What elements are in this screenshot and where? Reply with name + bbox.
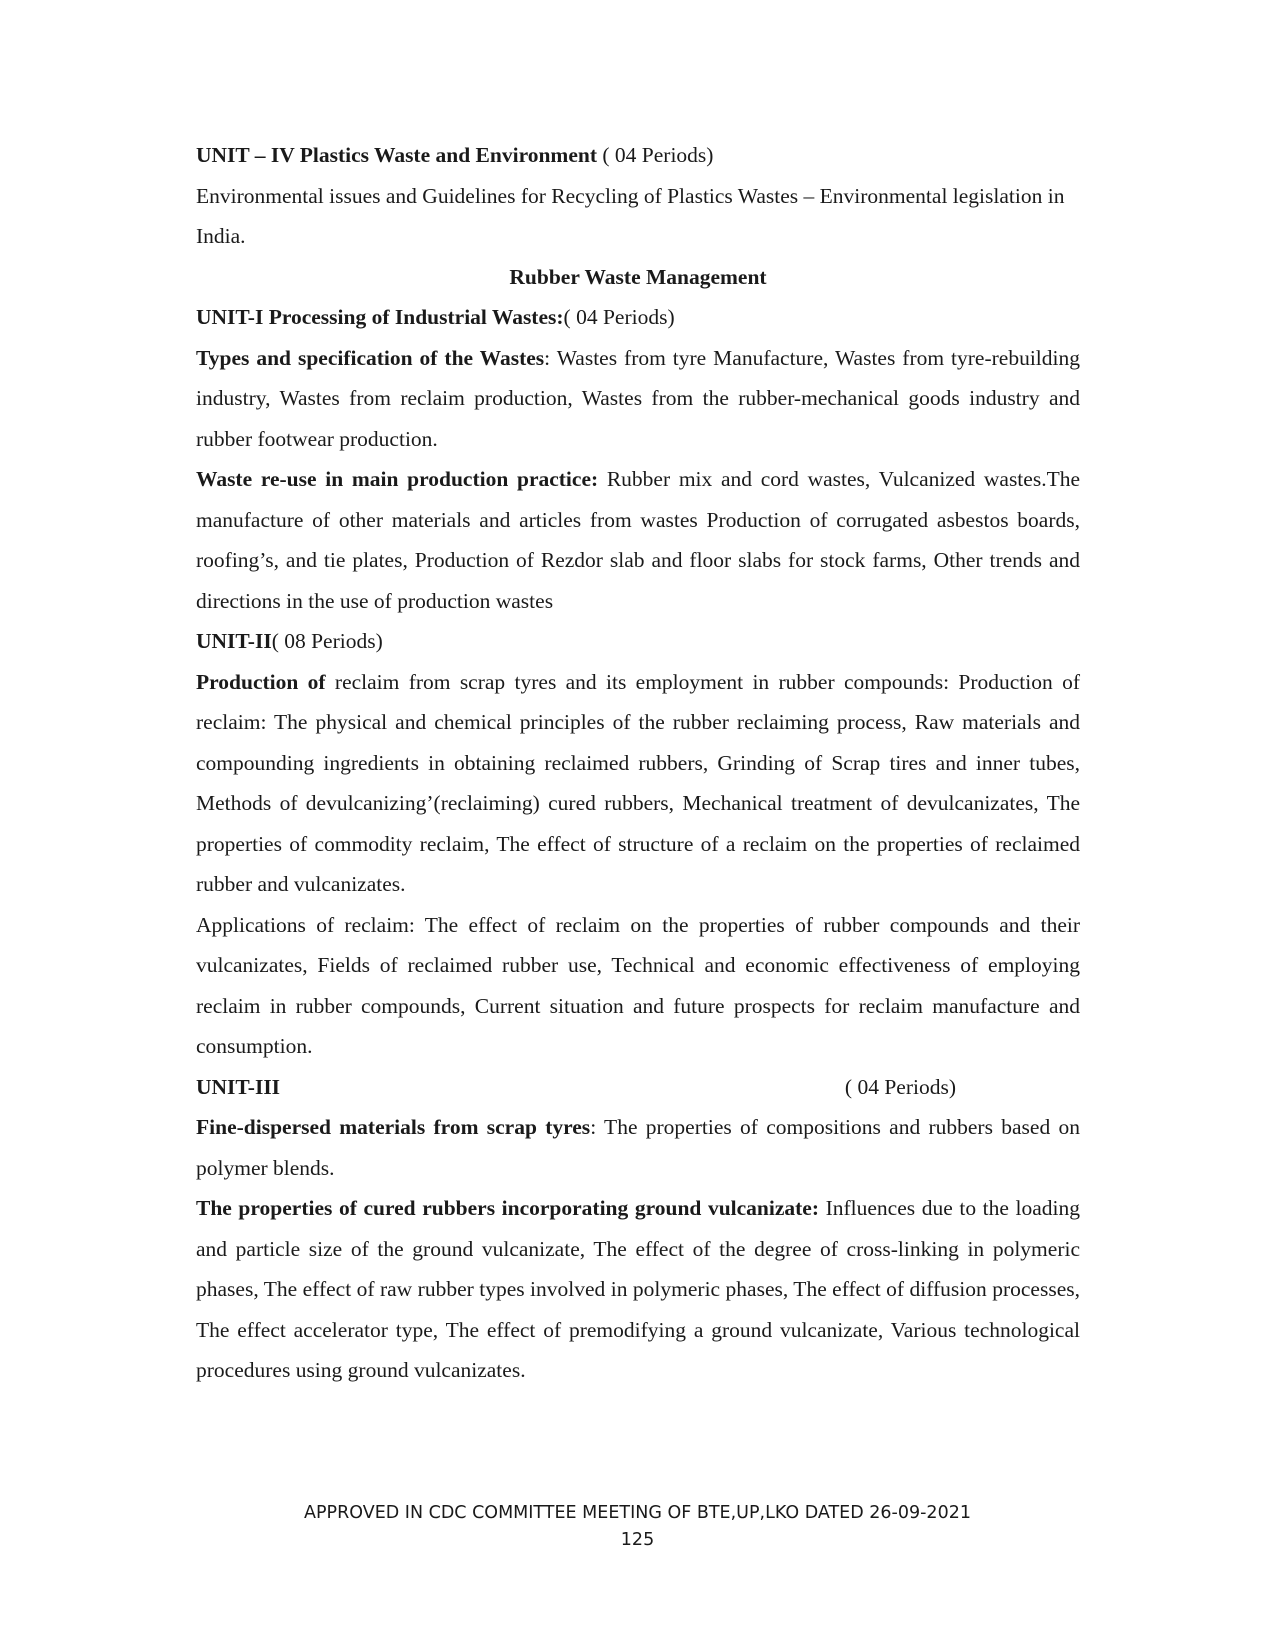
unit1-heading-line — [196, 297, 1080, 338]
unit1-periods: ( 04 Periods) — [563, 305, 675, 329]
unit3-paragraph-1 — [196, 1107, 1080, 1188]
unit2-heading-line — [196, 621, 1080, 662]
unit1-heading: UNIT-I Processing of Industrial Wastes: — [196, 305, 564, 329]
document-page — [196, 135, 1080, 1391]
unit1-paragraph-1 — [196, 338, 1080, 460]
unit3-heading-line — [196, 1067, 956, 1108]
unit2-paragraph-1 — [196, 662, 1080, 905]
unit4-heading: UNIT – IV Plastics Waste and Environment — [196, 143, 598, 167]
page-footer — [0, 1500, 1275, 1554]
unit4-body: Environmental issues and Guidelines for Recycling of Plastics Wastes – Environmental legislation in India. — [196, 183, 1065, 248]
unit4-heading-line — [196, 135, 1080, 176]
unit3-para1-bold: Fine-dispersed materials from scrap tyres — [196, 1115, 591, 1139]
unit3-heading: UNIT-III — [196, 1074, 281, 1099]
unit2-periods: ( 08 Periods) — [271, 629, 383, 653]
unit2-paragraph-2: Applications of reclaim: The effect of reclaim on the properties of rubber compounds and their vulcanizates, Fields of reclaimed rubber use, Technical and economic effectiveness of employing reclaim in rubber compounds, Current situation and future prospects for reclaim manufacture and consumption. — [196, 912, 1080, 1058]
unit3-paragraph-2 — [196, 1188, 1080, 1391]
approval-note: APPROVED IN CDC COMMITTEE MEETING OF BTE,UP,LKO DATED 26-09-2021 — [304, 1503, 971, 1523]
unit4-periods: ( 04 Periods) — [597, 143, 714, 167]
unit1-para1-bold: Types and specification of the Wastes — [196, 345, 545, 370]
unit1-para1-text: : Wastes from tyre Manufacture, Wastes from tyre-rebuilding industry, Wastes from reclaim production, Wastes from the rubber-mechanical goods industry and rubber footwear production. — [196, 345, 1080, 451]
unit3-para2-bold: The properties of cured rubbers incorporating ground vulcanizate: — [196, 1196, 820, 1220]
unit2-heading: UNIT-II — [196, 629, 272, 653]
unit1-para2-bold: Waste re-use in main production practice: — [196, 467, 599, 491]
unit1-para2-text: Rubber mix and cord wastes, Vulcanized wastes.The manufacture of other materials and articles from wastes Production of corrugated asbestos boards, roofing’s, and tie plates, Production of Rezdor slab and floor slabs for stock farms, Other trends and directions in the use of production wastes — [196, 467, 1080, 613]
page-number: 125 — [620, 1530, 655, 1550]
unit3-para2-text: Influences due to the loading and particle size of the ground vulcanizate, The effect of the degree of cross-linking in polymeric phases, The effect of raw rubber types involved in polymeric phases, The effect of diffusion processes, The effect accelerator type, The effect of premodifying a ground vulcanizate, Various technological procedures using ground vulcanizates. — [196, 1196, 1080, 1382]
unit2-para1-text: reclaim from scrap tyres and its employment in rubber compounds: Production of reclaim: The physical and chemical principles of the rubber reclaiming process, Raw materials and compounding ingredients in obtaining reclaimed rubbers, Grinding of Scrap tires and inner tubes, Methods of devulcanizing’(reclaiming) cured rubbers, Mechanical treatment of devulcanizates, The properties of commodity reclaim, The effect of structure of a reclaim on the properties of reclaimed rubber and vulcanizates. — [196, 669, 1080, 896]
unit3-para1-text: : The properties of compositions and rubbers based on polymer blends. — [196, 1115, 1080, 1180]
unit1-paragraph-2 — [196, 459, 1080, 621]
unit3-periods: ( 04 Periods) — [844, 1074, 956, 1099]
unit2-para1-bold: Production of — [196, 669, 326, 694]
section-title — [196, 257, 1080, 298]
section-title-text: Rubber Waste Management — [509, 264, 767, 289]
